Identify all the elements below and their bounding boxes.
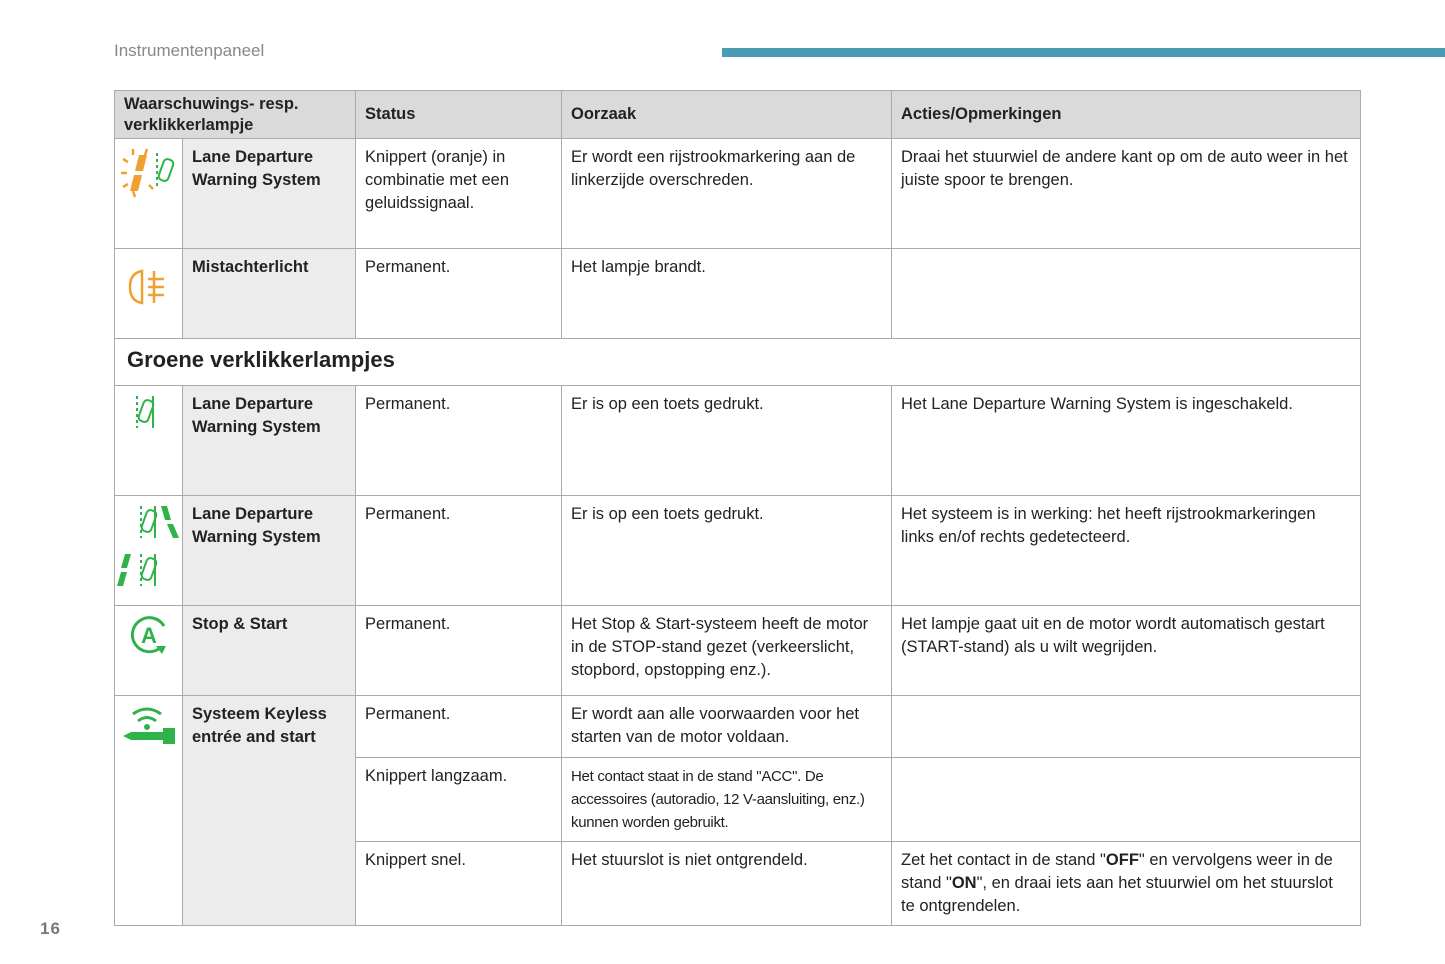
section-row bbox=[115, 339, 1361, 386]
action-cell bbox=[892, 696, 1361, 758]
status-cell: Permanent. bbox=[356, 249, 562, 339]
table-header-row bbox=[115, 91, 1361, 139]
lamp-name: Lane Departure Warning System bbox=[183, 496, 356, 606]
column-header-status: Status bbox=[356, 91, 562, 139]
action-cell: Draai het stuurwiel de andere kant op om de auto weer in het juiste spoor te brengen. bbox=[892, 139, 1361, 249]
status-cell: Knippert snel. bbox=[356, 842, 562, 926]
section-title: Groene verklikkerlampjes bbox=[115, 339, 1361, 386]
cause-cell: Er wordt een rijstrookmarkering aan de linkerzijde overschreden. bbox=[562, 139, 892, 249]
cause-cell: Er wordt aan alle voorwaarden voor het starten van de motor voldaan. bbox=[562, 696, 892, 758]
keyless-start-icon bbox=[115, 696, 183, 926]
cause-cell: Er is op een toets gedrukt. bbox=[562, 386, 892, 496]
svg-text:A: A bbox=[140, 623, 157, 648]
warning-lights-table bbox=[114, 90, 1361, 926]
table-row bbox=[115, 249, 1361, 339]
action-cell: Het systeem is in werking: het heeft rijstrookmarkeringen links en/of rechts gedetecteerd. bbox=[892, 496, 1361, 606]
table-row bbox=[115, 139, 1361, 249]
table-row bbox=[115, 696, 1361, 758]
action-off: OFF bbox=[1105, 851, 1139, 869]
lane-departure-warning-orange-icon bbox=[115, 139, 183, 249]
lamp-name: Lane Departure Warning System bbox=[183, 139, 356, 249]
page-number: 16 bbox=[40, 919, 61, 938]
table-row bbox=[115, 606, 1361, 696]
table-row bbox=[115, 496, 1361, 606]
status-cell: Knippert (oranje) in combinatie met een geluidssignaal. bbox=[356, 139, 562, 249]
table-row bbox=[115, 386, 1361, 496]
cause-cell: Het lampje brandt. bbox=[562, 249, 892, 339]
status-cell: Permanent. bbox=[356, 696, 562, 758]
status-cell: Permanent. bbox=[356, 606, 562, 696]
lamp-name: Lane Departure Warning System bbox=[183, 386, 356, 496]
lamp-name: Systeem Keyless entrée and start bbox=[183, 696, 356, 926]
header-accent-bar bbox=[722, 48, 1445, 57]
action-cell bbox=[892, 758, 1361, 842]
cause-cell: Het contact staat in de stand "ACC". De accessoires (autoradio, 12 V-aansluiting, enz.) kunnen worden gebruikt. bbox=[562, 758, 892, 842]
action-on: ON bbox=[951, 874, 977, 892]
lane-markings-detected-icon bbox=[115, 496, 183, 606]
lane-departure-active-icon bbox=[115, 386, 183, 496]
action-text: Zet het contact in de stand " bbox=[901, 851, 1106, 869]
action-text: ", en draai iets aan het stuurwiel om het stuurslot te ontgrendelen. bbox=[901, 874, 1333, 915]
action-text: " en vervolgens weer in de stand " bbox=[901, 851, 1333, 892]
cause-cell: Het Stop & Start-systeem heeft de motor in de STOP-stand gezet (verkeerslicht, stopbord, opstopping enz.). bbox=[562, 606, 892, 696]
rear-fog-light-icon bbox=[115, 249, 183, 339]
cause-cell: Het stuurslot is niet ontgrendeld. bbox=[562, 842, 892, 926]
column-header-lamp: Waarschuwings- resp. verklikkerlampje bbox=[115, 91, 356, 139]
stop-start-icon bbox=[115, 606, 183, 696]
lamp-name: Stop & Start bbox=[183, 606, 356, 696]
status-cell: Permanent. bbox=[356, 386, 562, 496]
cause-cell: Er is op een toets gedrukt. bbox=[562, 496, 892, 606]
action-cell: Het Lane Departure Warning System is ingeschakeld. bbox=[892, 386, 1361, 496]
lamp-name: Mistachterlicht bbox=[183, 249, 356, 339]
running-title: Instrumentenpaneel bbox=[114, 41, 265, 60]
column-header-cause: Oorzaak bbox=[562, 91, 892, 139]
action-cell: Het lampje gaat uit en de motor wordt automatisch gestart (START-stand) als u wilt wegrijden. bbox=[892, 606, 1361, 696]
action-cell bbox=[892, 842, 1361, 926]
status-cell: Knippert langzaam. bbox=[356, 758, 562, 842]
status-cell: Permanent. bbox=[356, 496, 562, 606]
action-cell bbox=[892, 249, 1361, 339]
column-header-actions: Acties/Opmerkingen bbox=[892, 91, 1361, 139]
